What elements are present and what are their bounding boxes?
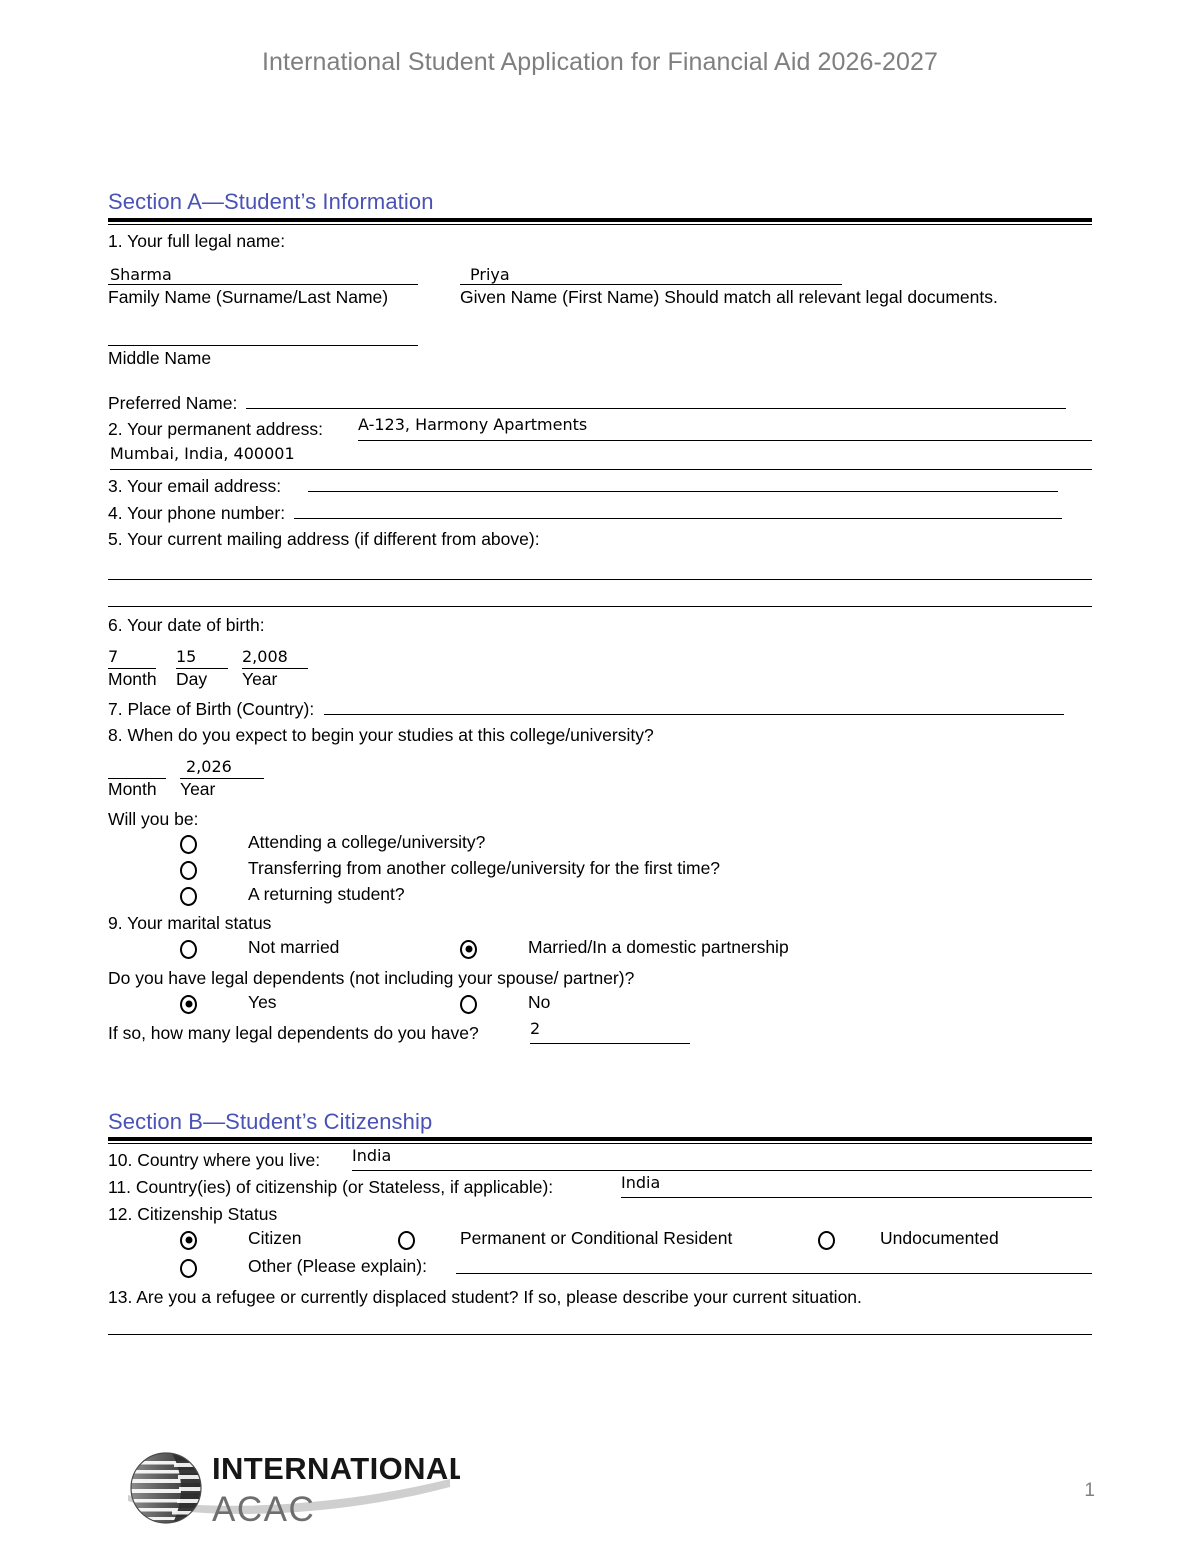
- radio-dependents-yes-icon[interactable]: [180, 995, 197, 1014]
- q1-middle-name-row: [108, 312, 1092, 346]
- start-month-caption: Month: [108, 778, 157, 799]
- q12-label: 12. Citizenship Status: [108, 1204, 278, 1225]
- dob-inputs-row: [108, 639, 1092, 669]
- middle-name-caption: Middle Name: [108, 348, 212, 369]
- q13-label: 13. Are you a refugee or currently displaced student? If so, please describe your current situation.: [108, 1286, 862, 1307]
- radio-not-married-icon[interactable]: [180, 940, 197, 959]
- family-name-caption: Family Name (Surname/Last Name): [108, 287, 389, 308]
- dob-day-caption: Day: [176, 668, 208, 689]
- option-returning[interactable]: [108, 884, 1092, 910]
- dob-day-input[interactable]: 15: [176, 646, 228, 669]
- radio-returning-icon[interactable]: [180, 887, 197, 906]
- start-year-input[interactable]: 2,026: [180, 756, 264, 779]
- dob-month-caption: Month: [108, 668, 157, 689]
- dependents-options-row: [108, 992, 1092, 1020]
- option-not-married-label: Not married: [248, 936, 340, 957]
- q13-answer-input[interactable]: [108, 1334, 1092, 1335]
- option-transferring[interactable]: [108, 858, 1092, 884]
- radio-permanent-resident-icon[interactable]: [398, 1231, 415, 1250]
- citizenship-status-options-row: [108, 1228, 1092, 1256]
- given-name-value[interactable]: Priya: [470, 265, 510, 285]
- dependents-count-label: If so, how many legal dependents do you have?: [108, 1022, 479, 1043]
- dob-year-input[interactable]: 2,008: [242, 646, 308, 669]
- option-permanent-resident-label: Permanent or Conditional Resident: [460, 1227, 733, 1248]
- q10-label: 10. Country where you live:: [108, 1150, 321, 1171]
- option-attending[interactable]: [108, 832, 1092, 858]
- option-married-label: Married/In a domestic partnership: [528, 936, 789, 957]
- phone-input[interactable]: [294, 518, 1062, 519]
- q11-label: 11. Country(ies) of citizenship (or Stateless, if applicable):: [108, 1177, 554, 1198]
- logo-acac-text: ACAC: [212, 1490, 316, 1529]
- middle-name-rule[interactable]: [108, 345, 418, 346]
- country-of-residence-input[interactable]: India: [352, 1146, 1092, 1171]
- preferred-name-label: Preferred Name:: [108, 392, 238, 413]
- marital-status-options-row: [108, 937, 1092, 965]
- citizenship-other-input[interactable]: [456, 1273, 1092, 1274]
- option-transferring-label: Transferring from another college/university for the first time?: [248, 858, 721, 879]
- option-attending-label: Attending a college/university?: [248, 832, 486, 853]
- option-returning-label: A returning student?: [248, 884, 405, 905]
- q1-captions-row: [108, 285, 1092, 311]
- radio-undocumented-icon[interactable]: [818, 1231, 835, 1250]
- form-content: [108, 190, 1092, 1335]
- q10-row: [108, 1147, 1092, 1174]
- page-title: International Student Application for Financial Aid 2026-2027: [261, 48, 938, 76]
- q1-name-inputs-row: [108, 255, 1092, 285]
- radio-married-icon[interactable]: [460, 940, 477, 959]
- option-other-label: Other (Please explain):: [248, 1255, 427, 1276]
- q1-label: 1. Your full legal name:: [108, 230, 286, 251]
- q4-label: 4. Your phone number:: [108, 502, 286, 523]
- option-dependents-no-label: No: [528, 991, 551, 1012]
- start-date-inputs-row: [108, 749, 1092, 779]
- email-input[interactable]: [308, 491, 1058, 492]
- preferred-name-input[interactable]: [246, 408, 1066, 409]
- family-name-value[interactable]: Sharma: [110, 265, 172, 285]
- q2-row-1: [108, 416, 1092, 444]
- dependents-count-row: [108, 1020, 1092, 1048]
- q2-label: 2. Your permanent address:: [108, 419, 324, 440]
- permanent-address-line1[interactable]: A-123, Harmony Apartments: [358, 415, 1092, 441]
- dob-captions-row: [108, 669, 1092, 696]
- radio-attending-icon[interactable]: [180, 835, 197, 854]
- will-you-be-prompt: Will you be:: [108, 808, 199, 829]
- q5-label: 5. Your current mailing address (if different from above):: [108, 529, 540, 550]
- q8-label: 8. When do you expect to begin your studies at this college/university?: [108, 725, 654, 746]
- option-citizen-label: Citizen: [248, 1227, 302, 1248]
- country-of-citizenship-input[interactable]: India: [621, 1173, 1092, 1198]
- international-acac-logo: [120, 1443, 460, 1538]
- radio-other-icon[interactable]: [180, 1259, 197, 1278]
- citizenship-other-row: [108, 1256, 1092, 1284]
- section-a-heading: Section A—Student’s Information: [108, 189, 434, 214]
- place-of-birth-input[interactable]: [324, 714, 1064, 715]
- logo-international-text: INTERNATIONAL: [212, 1451, 460, 1486]
- q11-row: [108, 1174, 1092, 1201]
- dob-month-input[interactable]: 7: [108, 646, 156, 669]
- q7-row: [108, 696, 1092, 723]
- dependents-count-input[interactable]: 2: [530, 1019, 690, 1044]
- preferred-name-row: [108, 390, 1092, 417]
- dependents-question: Do you have legal dependents (not including your spouse/ partner)?: [108, 967, 635, 988]
- option-undocumented-label: Undocumented: [880, 1227, 999, 1248]
- start-year-caption: Year: [180, 778, 216, 799]
- given-name-caption: Given Name (First Name) Should match all relevant legal documents.: [460, 287, 998, 308]
- start-date-captions-row: [108, 779, 1092, 806]
- start-month-input[interactable]: [108, 756, 166, 779]
- radio-citizen-icon[interactable]: [180, 1231, 197, 1250]
- q3-label: 3. Your email address:: [108, 476, 282, 497]
- section-b-divider: [108, 1137, 1092, 1144]
- q9-label: 9. Your marital status: [108, 913, 272, 934]
- section-b-heading: Section B—Student’s Citizenship: [108, 1108, 433, 1134]
- q7-label: 7. Place of Birth (Country):: [108, 698, 315, 719]
- q4-row: [108, 500, 1092, 527]
- dob-year-caption: Year: [242, 668, 278, 689]
- q3-row: [108, 473, 1092, 500]
- radio-dependents-no-icon[interactable]: [460, 995, 477, 1014]
- q2-row-2: [108, 444, 1092, 473]
- radio-transferring-icon[interactable]: [180, 861, 197, 880]
- q6-label: 6. Your date of birth:: [108, 614, 265, 635]
- page-number: 1: [1084, 1480, 1095, 1501]
- section-a-divider: [108, 218, 1092, 225]
- permanent-address-line2[interactable]: Mumbai, India, 400001: [110, 444, 1092, 470]
- option-dependents-yes-label: Yes: [248, 991, 277, 1012]
